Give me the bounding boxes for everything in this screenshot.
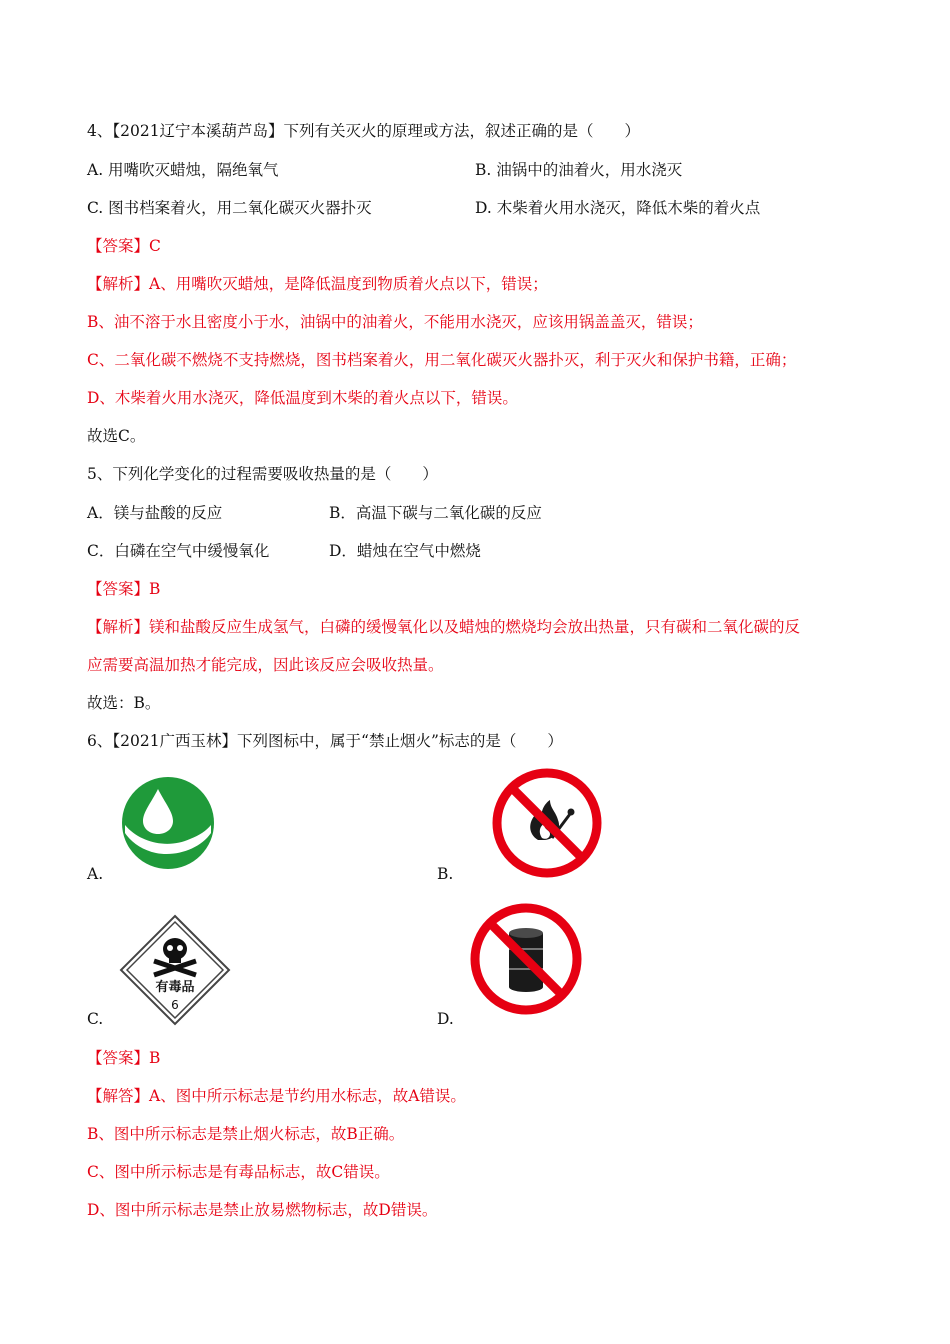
q5-stem: 5、下列化学变化的过程需要吸收热量的是（ ）: [87, 465, 438, 483]
water-saving-sign-icon: [120, 775, 216, 871]
q4-option-a: A. 用嘴吹灭蜡烛，隔绝氧气: [87, 161, 279, 179]
q4-stem: 4、【2021辽宁本溪葫芦岛】下列有关灭火的原理或方法，叙述正确的是（ ）: [87, 122, 641, 140]
q5-option-b: B．高温下碳与二氧化碳的反应: [329, 504, 542, 522]
q4-option-b: B. 油锅中的油着火，用水浇灭: [475, 161, 683, 179]
q6-analysis-line-3: C、图中所示标志是有毒品标志，故C错误。: [87, 1163, 390, 1181]
q6-label-d: D.: [437, 1010, 454, 1028]
q5-analysis-line-1: 【解析】镁和盐酸反应生成氢气，白磷的缓慢氧化以及蜡烛的燃烧均会放出热量，只有碳和二氧化碳的反: [87, 618, 801, 636]
q4-analysis-line-1: 【解析】A、用嘴吹灭蜡烛，是降低温度到物质着火点以下，错误；: [87, 275, 548, 293]
q4-option-d: D. 木柴着火用水浇灭，降低木柴的着火点: [475, 199, 761, 217]
q4-analysis-line-3: C、二氧化碳不燃烧不支持燃烧，图书档案着火，用二氧化碳灭火器扑灭，利于灭火和保护书籍，正确；: [87, 351, 797, 369]
q4-option-c: C. 图书档案着火，用二氧化碳灭火器扑灭: [87, 199, 372, 217]
q6-label-a: A.: [87, 865, 104, 883]
q6-label-b: B.: [437, 865, 454, 883]
toxic-sign-text: 有毒品: [155, 980, 195, 995]
q4-answer: 【答案】C: [87, 237, 161, 255]
no-fire-sign-icon: [492, 768, 602, 878]
q5-option-d: D．蜡烛在空气中燃烧: [329, 542, 481, 560]
q5-conclusion: 故选：B。: [87, 694, 161, 712]
toxic-material-sign-icon: [118, 913, 232, 1027]
q6-analysis-line-4: D、图中所示标志是禁止放易燃物标志，故D错误。: [87, 1201, 438, 1219]
q6-analysis-line-1: 【解答】A、图中所示标志是节约用水标志，故A错误。: [87, 1087, 466, 1105]
q6-analysis-line-2: B、图中所示标志是禁止烟火标志，故B正确。: [87, 1125, 405, 1143]
q4-conclusion: 故选C。: [87, 427, 146, 445]
toxic-sign-class: 6: [171, 998, 179, 1012]
q5-answer: 【答案】B: [87, 580, 161, 598]
q6-label-c: C.: [87, 1010, 104, 1028]
q6-answer: 【答案】B: [87, 1049, 161, 1067]
q5-option-c: C．白磷在空气中缓慢氧化: [87, 542, 270, 560]
q5-analysis-line-2: 应需要高温加热才能完成，因此该反应会吸收热量。: [87, 656, 444, 674]
no-flammable-sign-icon: [470, 903, 582, 1015]
q5-option-a: A．镁与盐酸的反应: [87, 504, 223, 522]
q6-stem: 6、【2021广西玉林】下列图标中，属于“禁止烟火”标志的是（ ）: [87, 732, 563, 750]
q4-analysis-line-4: D、木柴着火用水浇灭，降低温度到木柴的着火点以下，错误。: [87, 389, 518, 407]
q4-analysis-line-2: B、油不溶于水且密度小于水，油锅中的油着火，不能用水浇灭，应该用锅盖盖灭，错误；: [87, 313, 703, 331]
